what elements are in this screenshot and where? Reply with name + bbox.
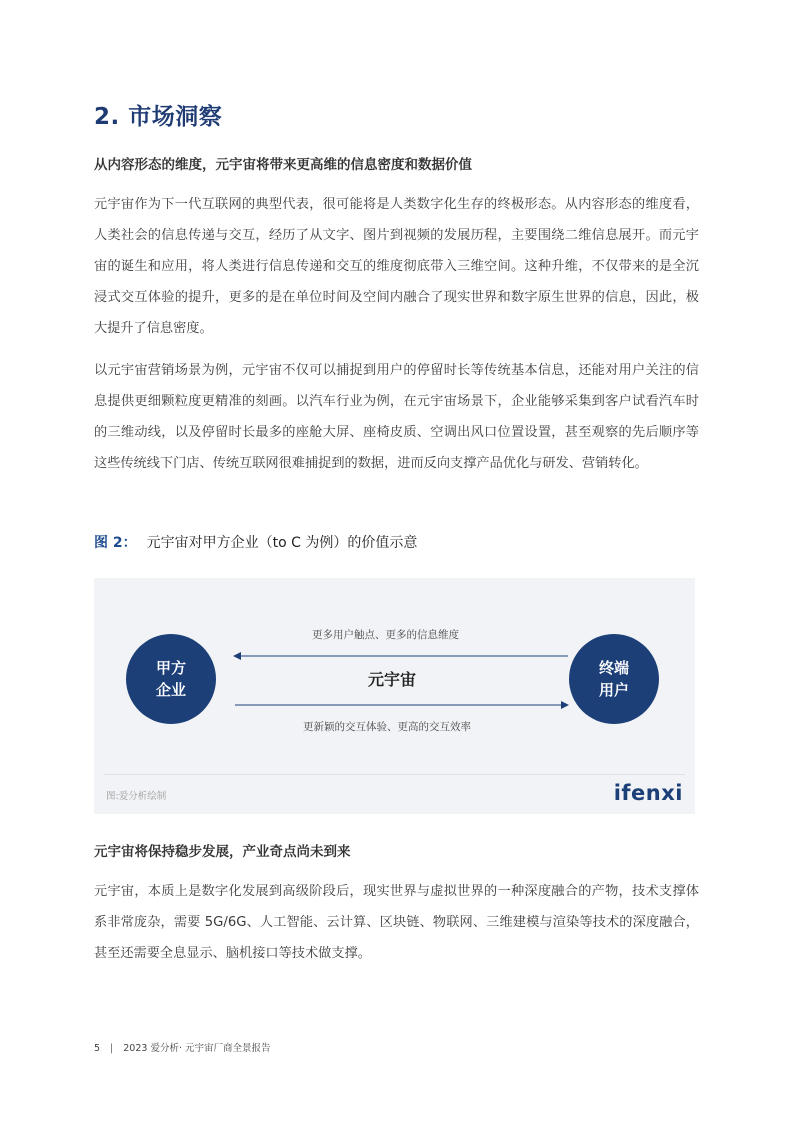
footer-doc-title: 2023 爱分析· 元宇宙厂商全景报告 — [123, 1043, 271, 1054]
end-user-circle-line1: 终端 — [598, 659, 629, 677]
section-title: 2. 市场洞察 — [94, 104, 223, 130]
figure-divider — [104, 774, 685, 775]
figure-source: 图:爱分析绘制 — [106, 791, 167, 802]
figure-title: 元宇宙对甲方企业（to C 为例）的价值示意 — [146, 535, 418, 551]
ifenxi-logo: ifenxi — [613, 781, 683, 805]
footer-separator: | — [110, 1043, 114, 1054]
subheading-steady-development: 元宇宙将保持稳步发展，产业奇点尚未到来 — [94, 844, 351, 860]
figure-caption — [94, 532, 417, 552]
subheading-content-dimension: 从内容形态的维度，元宇宙将带来更高维的信息密度和数据价值 — [94, 157, 472, 173]
paragraph-intro: 元宇宙作为下一代互联网的典型代表，很可能将是人类数字化生存的终极形态。从内容形态的维度看，人类社会的信息传递与交互，经历了从文字、图片到视频的发展历程，主要围绕二维信息展开。而元宇宙的诞生和应用，将人类进行信息传递和交互的维度彻底带入三维空间。这种升维，不仅带来的是全沉浸式交互体验的提升，更多的是在单位时间及空间内融合了现实世界和数字原生世界的信息，因此，极大提升了信息密度。 — [94, 197, 699, 336]
enterprise-circle-line1: 甲方 — [155, 659, 186, 677]
bottom-arrow-label: 更新颖的交互体验、更高的交互效率 — [303, 721, 471, 733]
paragraph-technology-stack: 元宇宙，本质上是数字化发展到高级阶段后，现实世界与虚拟世界的一种深度融合的产物，技术支撑体系非常庞杂，需要 5G/6G、人工智能、云计算、区块链、物联网、三维建模与渲染等技术的深度融合，甚至还需要全息显示、脑机接口等技术做支撑。 — [94, 884, 699, 961]
page-number: 5 — [94, 1043, 101, 1054]
value-diagram — [94, 578, 695, 814]
top-arrow-label: 更多用户触点、更多的信息维度 — [312, 629, 459, 641]
arrow-head-left-icon — [233, 652, 241, 660]
figure-number: 图 2： — [94, 535, 137, 551]
end-user-circle-line2: 用户 — [598, 681, 629, 699]
arrow-head-right-icon — [561, 701, 569, 709]
arrows-graphic — [94, 578, 695, 814]
metaverse-label: 元宇宙 — [368, 670, 417, 689]
page-footer — [94, 1040, 271, 1054]
paragraph-marketing-example: 以元宇宙营销场景为例，元宇宙不仅可以捕捉到用户的停留时长等传统基本信息，还能对用户关注的信息提供更细颗粒度更精准的刻画。以汽车行业为例，在元宇宙场景下，企业能够采集到客户试看汽车时的三维动线，以及停留时长最多的座舱大屏、座椅皮质、空调出风口位置设置，甚至观察的先后顺序等这些传统线下门店、传统互联网很难捕捉到的数据，进而反向支撑产品优化与研发、营销转化。 — [94, 363, 699, 471]
enterprise-circle-line2: 企业 — [155, 681, 186, 699]
